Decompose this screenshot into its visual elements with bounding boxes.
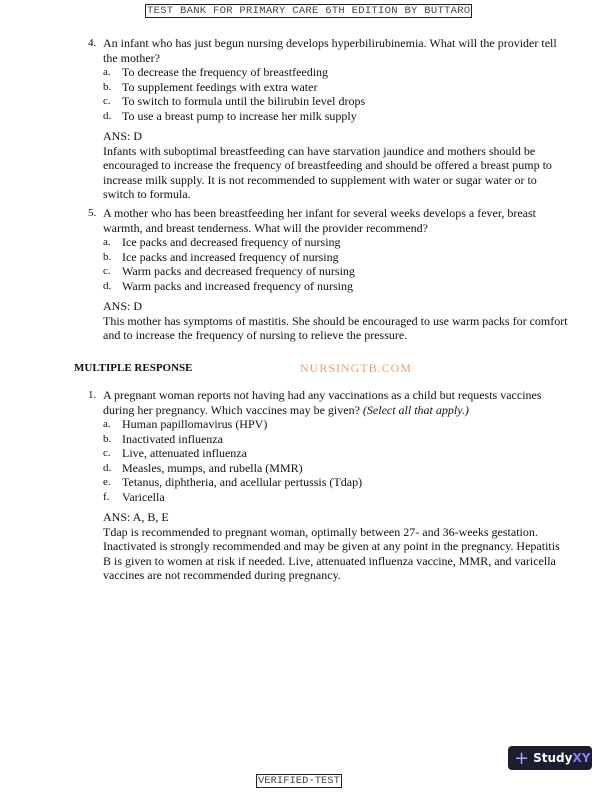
option xyxy=(103,65,568,80)
option-text: Measles, mumps, and rubella (MMR) xyxy=(122,460,303,475)
rationale: Infants with suboptimal breastfeeding can have starvation jaundice and mothers should be encouraged to increase the frequency of breastfeeding and should be offered a breast pump to increase milk supply. It is not recommended to supplement with water or sugar water or to switch to formula. xyxy=(103,143,552,201)
question-text: An infant who has just begun nursing develops hyperbilirubinemia. What will the provider tell the mother? xyxy=(103,36,557,65)
option-letter: c. xyxy=(103,265,111,277)
option xyxy=(103,279,568,294)
option-text: To decrease the frequency of breastfeeding xyxy=(122,65,329,79)
option-text: Warm packs and increased frequency of nursing xyxy=(122,278,353,293)
answer: ANS: D xyxy=(103,299,143,313)
question-4 xyxy=(88,36,568,202)
question-number: 1. xyxy=(88,389,97,401)
option xyxy=(103,94,568,109)
rationale: Tdap is recommended to pregnant woman, optimally between 27- and 36-weeks gestation. Inactivated is strongly recommended and may be given at any point in the pregnancy. Hepatitis B is given to women at risk if needed. Live, attenuated influenza vaccine, MMR, and varicella vaccines are not recommended during pregnancy. xyxy=(103,524,560,582)
question-text-main: A pregnant woman reports not having had any vaccinations as a child but requests vaccines during her pregnancy. Which vaccines may be given? xyxy=(103,388,542,417)
option xyxy=(103,461,568,476)
rationale: This mother has symptoms of mastitis. She should be encouraged to use warm packs for comfort and to increase the frequency of nursing to relieve the pressure. xyxy=(103,313,568,342)
option-letter: b. xyxy=(103,80,112,93)
option-text: Ice packs and increased frequency of nursing xyxy=(122,249,339,264)
answer: ANS: D xyxy=(103,129,143,143)
option-letter: b. xyxy=(103,432,112,445)
option-letter: a. xyxy=(103,66,111,78)
option-text: To switch to formula until the bilirubin level drops xyxy=(122,94,366,108)
brand-name: Study xyxy=(533,751,573,765)
option xyxy=(103,235,568,250)
select-all-note: (Select all that apply.) xyxy=(362,402,469,417)
page-footer: VERIFIED-TEST xyxy=(258,775,340,787)
page-header: TEST BANK FOR PRIMARY CARE 6TH EDITION BY BUTTARO xyxy=(147,5,471,17)
option-text: Warm packs and decreased frequency of nursing xyxy=(122,264,355,278)
answer: ANS: A, B, E xyxy=(103,510,169,524)
brand-accent: XY xyxy=(572,751,591,765)
option-letter: f. xyxy=(103,490,110,503)
option-letter: d. xyxy=(103,109,112,122)
option xyxy=(103,417,568,432)
option-letter: a. xyxy=(103,236,111,248)
question-text xyxy=(103,388,568,417)
question-text: A mother who has been breastfeeding her infant for several weeks develops a fever, breast warmth, and breast tenderness. What will the provider recommend? xyxy=(103,206,537,235)
option xyxy=(103,475,568,490)
option-text: To supplement feedings with extra water xyxy=(122,79,318,94)
option-letter: a. xyxy=(103,418,111,430)
option-letter: c. xyxy=(103,447,111,459)
option-text: Inactivated influenza xyxy=(122,431,223,446)
option-text: To use a breast pump to increase her milk supply xyxy=(122,108,357,123)
option xyxy=(103,80,568,95)
option-text: Live, attenuated influenza xyxy=(122,446,247,460)
question-number: 4. xyxy=(88,37,97,49)
question-mr-1 xyxy=(88,388,568,583)
option xyxy=(103,109,568,124)
option xyxy=(103,250,568,265)
section-title: MULTIPLE RESPONSE xyxy=(74,362,193,374)
option xyxy=(103,264,568,279)
question-number: 5. xyxy=(88,207,97,219)
option-letter: b. xyxy=(103,250,112,263)
option-text: Tetanus, diphtheria, and acellular pertussis (Tdap) xyxy=(122,475,363,489)
option-text: Ice packs and decreased frequency of nursing xyxy=(122,235,341,249)
plus-icon: + xyxy=(514,747,530,769)
watermark: NURSINGTB.COM xyxy=(300,361,413,375)
question-5 xyxy=(88,206,568,343)
option xyxy=(103,432,568,447)
option-letter: d. xyxy=(103,279,112,292)
option-text: Human papillomavirus (HPV) xyxy=(122,417,268,431)
option xyxy=(103,490,568,505)
option-text: Varicella xyxy=(122,489,165,504)
option-letter: e. xyxy=(103,476,111,488)
option xyxy=(103,446,568,461)
option-letter: d. xyxy=(103,461,112,474)
option-letter: c. xyxy=(103,95,111,107)
studyxy-badge[interactable] xyxy=(508,746,592,770)
